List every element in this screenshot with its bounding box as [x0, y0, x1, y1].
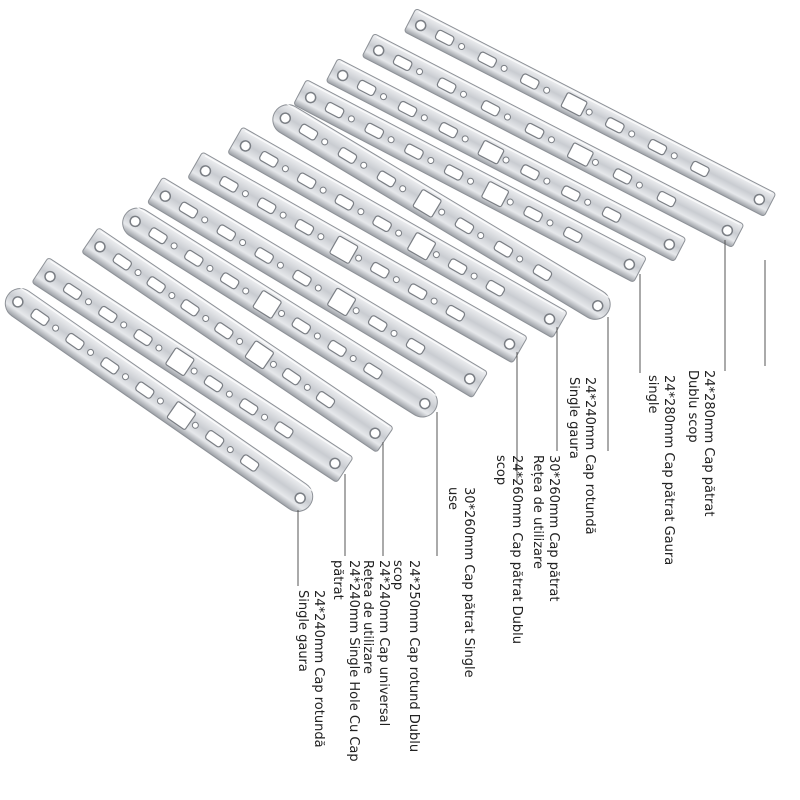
plate-label-line: Rețea de utilizare	[360, 560, 375, 675]
plate-label-line: single	[645, 375, 660, 414]
plate-label	[644, 375, 676, 565]
plate-label-line: scop	[390, 560, 405, 591]
plate-label	[565, 377, 597, 535]
plate-label	[389, 560, 421, 752]
plate-label	[329, 560, 361, 762]
plate-label	[294, 590, 326, 748]
plate-label-line: 30*260mm Cap pătrat	[546, 455, 561, 602]
plate-label-line: Dublu scop	[685, 370, 700, 443]
plate-label-line: 24*240mm Cap rotundă	[311, 590, 326, 748]
plate-label-line: scop	[493, 455, 508, 486]
plate-label-line: 24*240mm Single Hole Cu Cap	[346, 560, 361, 762]
plate-label-line: 24*280mm Cap pătrat Gaura	[661, 375, 676, 566]
plate-label	[444, 487, 476, 678]
plate-label-line: 24*240mm Cap rotundă	[582, 377, 597, 535]
plate-label	[684, 370, 716, 516]
plate-label	[529, 455, 561, 601]
plate-label-line: pătrat	[330, 560, 345, 600]
plate-label-line: 30*260mm Cap pătrat Single	[461, 487, 476, 678]
plate-label-line: Single gaura	[295, 590, 310, 672]
plate-label-line: 24*250mm Cap rotund Dublu	[406, 560, 421, 753]
plate-label-line: 24*240mm Cap universal	[376, 560, 391, 727]
plate-label-line: Rețea de utilizare	[530, 455, 545, 570]
plate-label	[359, 560, 391, 726]
plate-label-line: 24*280mm Cap pătrat	[701, 370, 716, 517]
plate-label-line: use	[445, 487, 460, 511]
plate-label-line: 24*260mm Cap pătrat Dublu	[509, 455, 524, 644]
plate-label	[492, 455, 524, 644]
plate-label-line: Single gaura	[566, 377, 581, 459]
